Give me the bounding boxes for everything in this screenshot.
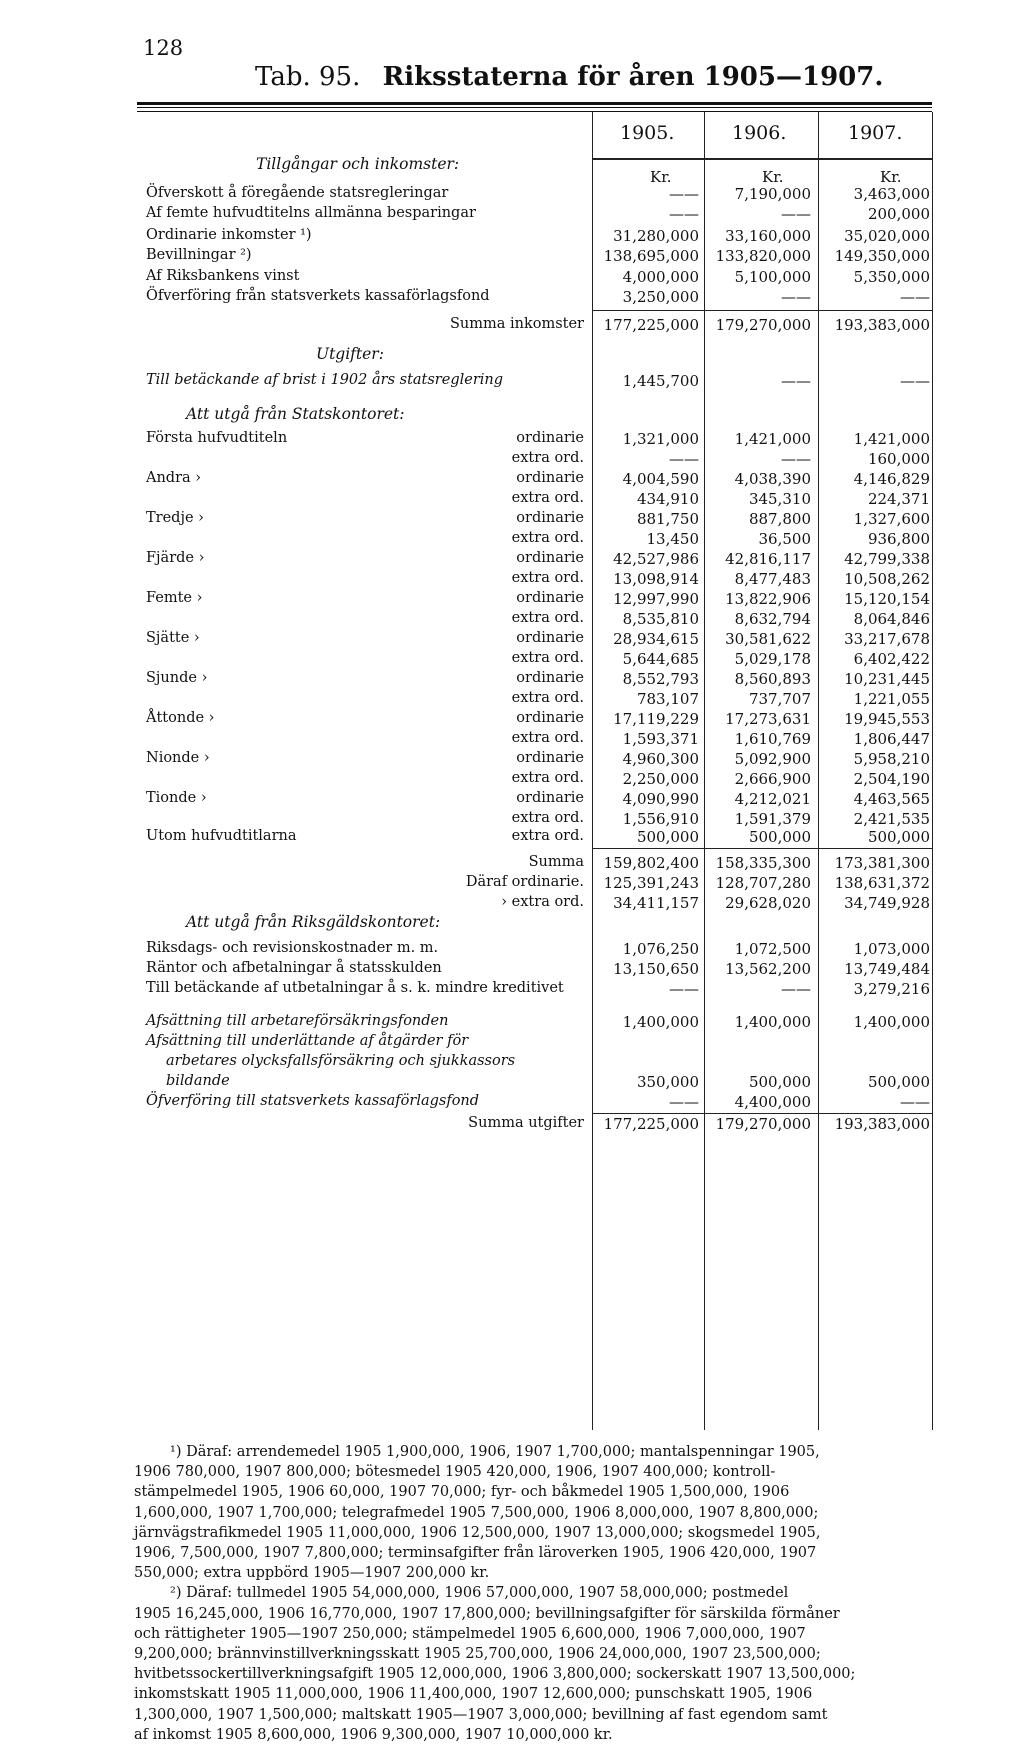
title-row-extra-type: extra ord. [511, 650, 584, 666]
income-total-value: 193,383,000 [834, 316, 930, 334]
income-row-value: 3,463,000 [853, 185, 930, 203]
title-row-extra-value: 783,107 [636, 690, 699, 708]
riksgald-row-value: 13,150,650 [613, 960, 699, 978]
riksgald-row-value: 1,072,500 [734, 940, 811, 958]
title-row-extra [0, 730, 1024, 750]
title-row-ordinary-type: ordinarie [516, 590, 584, 606]
title-row-ordinary-value: 8,560,893 [734, 670, 811, 688]
title-row-extra-type: extra ord. [511, 690, 584, 706]
afsattning2-line3 [0, 1073, 1024, 1093]
expenses-total [0, 1115, 1024, 1135]
footnote-2: ²) Däraf: tullmedel 1905 54,000,000, 1906 57,000,000, 1907 58,000,000; postmedel 1905 16,245,000, 1906 16,770,000, 1907 17,800,000; bevillningsafgifter för särskilda förmåner och rättigheter 1905—1907 250,000; stämpelmedel 1905 6,600,000, 1906 7,000,000, 1907 9,200,000; brännvinstillverkningsskatt 1905 25,700,000, 1906 24,000,000, 1907 23,500,000; hvitbetssockertillverkningsafgift 1905 12,000,000, 1906 3,800,000; sockerskatt 1907 13,500,000; inkomstskatt 1905 11,000,000, 1906 11,400,000, 1907 12,600,000; punschskatt 1905, 1906 1,300,000, 1907 1,500,000; maltskatt 1905—1907 3,000,000; bevillning af fast egendom samt af inkomst 1905 8,600,000, 1906 9,300,000, 1907 10,000,000 kr. [134, 1585, 856, 1743]
title-row-ordinary-value: 881,750 [636, 510, 699, 528]
income-total-value: 177,225,000 [603, 316, 699, 334]
afsattning2-line1-label: Afsättning till underlättande af åtgärder för [146, 1033, 469, 1049]
deficit-row-value: 1,445,700 [622, 372, 699, 390]
income-row [0, 227, 1024, 247]
title-row-ordinary-value: 4,004,590 [622, 470, 699, 488]
title-row-extra-value: 434,910 [636, 490, 699, 508]
afsattning2-line2-label: arbetares olycksfallsförsäkring och sjukkassors [166, 1053, 516, 1069]
daraf-extra-row [0, 894, 1024, 914]
utom-row-value: 500,000 [636, 828, 699, 846]
income-row-value: 200,000 [867, 205, 930, 223]
title-row-ordinary-label: Tredje › [146, 510, 204, 526]
title-row-extra-value: 2,250,000 [622, 770, 699, 788]
income-heading: Tillgångar och inkomster: [256, 155, 460, 173]
title-row-ordinary-value: 887,800 [748, 510, 811, 528]
total-rule [592, 1113, 932, 1114]
income-row-value: 4,000,000 [622, 268, 699, 286]
title-row-extra-type: extra ord. [511, 730, 584, 746]
title-prefix: Tab. 95. [255, 62, 361, 92]
title-row-ordinary-value: 1,327,600 [853, 510, 930, 528]
riksgald-row-value: 13,562,200 [725, 960, 811, 978]
title-row-ordinary [0, 510, 1024, 530]
income-row [0, 205, 1024, 225]
title-row-ordinary-value: 8,552,793 [622, 670, 699, 688]
title-row-ordinary [0, 590, 1024, 610]
income-row-value: 33,160,000 [725, 227, 811, 245]
title-row-ordinary-label: Femte › [146, 590, 203, 606]
year-header: 1907. [848, 122, 903, 144]
riksgald-row [0, 940, 1024, 960]
income-row-value: 7,190,000 [734, 185, 811, 203]
riksgald-row-label: Riksdags- och revisionskostnader m. m. [146, 940, 439, 956]
summa-row-type: Summa [528, 854, 584, 870]
statskontoret-heading: Att utgå från Statskontoret: [186, 405, 405, 423]
top-rule-thin [137, 107, 932, 108]
title-row-ordinary-label: Nionde › [146, 750, 210, 766]
title-row-extra [0, 770, 1024, 790]
riksgald-row [0, 980, 1024, 1000]
overforing-row-label: Öfverföring till statsverkets kassaförlagsfond [146, 1093, 480, 1109]
riksgald-row-label: Till betäckande af utbetalningar å s. k. mindre kreditivet [146, 980, 564, 996]
income-row-value: 149,350,000 [834, 247, 930, 265]
title-row-extra [0, 570, 1024, 590]
afsattning-row-label: Afsättning till arbetareförsäkringsfonden [146, 1013, 449, 1029]
summa-row [0, 854, 1024, 874]
title-row-extra-value: 2,504,190 [853, 770, 930, 788]
overforing-row [0, 1093, 1024, 1113]
title-row-extra-value: 1,556,910 [622, 810, 699, 828]
title-row-ordinary-value: 1,321,000 [622, 430, 699, 448]
top-rule [137, 102, 932, 105]
income-row [0, 185, 1024, 205]
riksgald-row-label: Räntor och afbetalningar å statsskulden [146, 960, 442, 976]
page-title [255, 62, 883, 92]
title-row-extra-value: 224,371 [867, 490, 930, 508]
title-row-ordinary-type: ordinarie [516, 670, 584, 686]
year-header: 1906. [732, 122, 787, 144]
afsattning2-line3-value: 350,000 [636, 1073, 699, 1091]
title-row-extra-type: extra ord. [511, 450, 584, 466]
title-row-ordinary-value: 15,120,154 [844, 590, 930, 608]
income-total-type: Summa inkomster [449, 316, 584, 332]
title-row-ordinary-value: 4,146,829 [853, 470, 930, 488]
income-row-value: —— [669, 185, 699, 203]
title-row-ordinary [0, 470, 1024, 490]
expenses-total-value: 177,225,000 [603, 1115, 699, 1133]
title-row-ordinary-value: 17,273,631 [725, 710, 811, 728]
title-row-extra-value: 1,593,371 [622, 730, 699, 748]
afsattning2-line3-label: bildande [166, 1073, 230, 1089]
income-row-label: Af Riksbankens vinst [146, 268, 300, 284]
afsattning2-line1 [0, 1033, 1024, 1053]
income-row [0, 247, 1024, 267]
title-row-ordinary [0, 710, 1024, 730]
title-row-ordinary [0, 630, 1024, 650]
income-row-label: Ordinarie inkomster ¹) [146, 227, 312, 243]
daraf-extra-row-value: 34,411,157 [613, 894, 699, 912]
daraf-extra-row-value: 34,749,928 [844, 894, 930, 912]
title-row-ordinary-label: Andra › [146, 470, 202, 486]
title-row-ordinary-value: 42,799,338 [844, 550, 930, 568]
income-row-value: —— [669, 205, 699, 223]
title-row-ordinary-type: ordinarie [516, 710, 584, 726]
top-rule-thin-2 [137, 111, 932, 112]
utom-row-type: extra ord. [511, 828, 584, 844]
afsattning2-line2 [0, 1053, 1024, 1073]
title-row-ordinary-value: 17,119,229 [613, 710, 699, 728]
title-row-extra-type: extra ord. [511, 610, 584, 626]
title-main: Riksstaterna för åren 1905—1907. [382, 62, 884, 92]
title-row-extra-value: 5,644,685 [622, 650, 699, 668]
overforing-row-value: 4,400,000 [734, 1093, 811, 1111]
title-row-ordinary-value: 12,997,990 [613, 590, 699, 608]
title-row-extra [0, 450, 1024, 470]
title-row-extra-value: 1,221,055 [853, 690, 930, 708]
expenses-heading: Utgifter: [316, 345, 384, 363]
title-row-extra-value: 345,310 [748, 490, 811, 508]
income-row-label: Bevillningar ²) [146, 247, 252, 263]
title-row-ordinary [0, 670, 1024, 690]
utom-row-value: 500,000 [867, 828, 930, 846]
riksgald-row-value: 1,073,000 [853, 940, 930, 958]
utom-row [0, 828, 1024, 848]
title-row-extra-value: 2,666,900 [734, 770, 811, 788]
income-row-value: 31,280,000 [613, 227, 699, 245]
deficit-row [0, 372, 1024, 392]
income-row-value: 138,695,000 [603, 247, 699, 265]
summa-row-value: 173,381,300 [834, 854, 930, 872]
title-row-extra-value: 10,508,262 [844, 570, 930, 588]
income-row-value: 133,820,000 [715, 247, 811, 265]
income-row-value: 35,020,000 [844, 227, 930, 245]
title-row-ordinary-type: ordinarie [516, 550, 584, 566]
riksgald-heading: Att utgå från Riksgäldskontoret: [186, 913, 441, 931]
daraf-ordinary-row-value: 138,631,372 [834, 874, 930, 892]
income-row [0, 288, 1024, 308]
daraf-ordinary-row-value: 125,391,243 [603, 874, 699, 892]
title-row-ordinary-value: 19,945,553 [844, 710, 930, 728]
income-total-value: 179,270,000 [715, 316, 811, 334]
expenses-total-value: 193,383,000 [834, 1115, 930, 1133]
title-row-ordinary [0, 750, 1024, 770]
title-row-ordinary [0, 790, 1024, 810]
title-row-extra-value: 737,707 [748, 690, 811, 708]
title-row-extra-type: extra ord. [511, 530, 584, 546]
title-row-extra [0, 650, 1024, 670]
income-row-label: Öfverföring från statsverkets kassaförlagsfond [146, 288, 490, 304]
title-row-extra-value: 13,450 [646, 530, 699, 548]
title-row-extra-type: extra ord. [511, 810, 584, 826]
expenses-total-value: 179,270,000 [715, 1115, 811, 1133]
deficit-row-value: —— [781, 372, 811, 390]
deficit-row-label: Till betäckande af brist i 1902 års statsreglering [146, 372, 504, 388]
title-row-ordinary-value: 42,816,117 [725, 550, 811, 568]
title-row-ordinary-label: Tionde › [146, 790, 207, 806]
income-row-label: Af femte hufvudtitelns allmänna besparingar [146, 205, 476, 221]
title-row-extra [0, 530, 1024, 550]
title-row-extra-value: 1,591,379 [734, 810, 811, 828]
income-row-label: Öfverskott å föregående statsregleringar [146, 185, 449, 201]
riksgald-row-value: 1,076,250 [622, 940, 699, 958]
title-row-ordinary [0, 430, 1024, 450]
title-row-ordinary-value: 4,960,300 [622, 750, 699, 768]
title-row-ordinary-value: 30,581,622 [725, 630, 811, 648]
deficit-row-value: —— [900, 372, 930, 390]
title-row-ordinary-value: 1,421,000 [853, 430, 930, 448]
title-row-ordinary-value: 10,231,445 [844, 670, 930, 688]
title-row-extra [0, 490, 1024, 510]
title-row-ordinary-value: 4,090,990 [622, 790, 699, 808]
title-row-extra-value: —— [669, 450, 699, 468]
riksgald-row-value: 13,749,484 [844, 960, 930, 978]
daraf-extra-row-type: › extra ord. [501, 894, 584, 910]
year-header: 1905. [620, 122, 675, 144]
title-row-extra-value: 8,632,794 [734, 610, 811, 628]
title-row-extra-value: 2,421,535 [853, 810, 930, 828]
title-row-extra-type: extra ord. [511, 490, 584, 506]
afsattning2-line3-value: 500,000 [867, 1073, 930, 1091]
title-row-extra-value: 8,064,846 [853, 610, 930, 628]
title-row-ordinary-value: 4,463,565 [853, 790, 930, 808]
title-row-ordinary-value: 1,421,000 [734, 430, 811, 448]
title-row-ordinary-type: ordinarie [516, 790, 584, 806]
income-total [0, 316, 1024, 336]
afsattning-row-value: 1,400,000 [734, 1013, 811, 1031]
unit-label: Kr. [880, 168, 902, 186]
afsattning2-line3-value: 500,000 [748, 1073, 811, 1091]
title-row-extra-value: 8,477,483 [734, 570, 811, 588]
income-row-value: —— [781, 288, 811, 306]
title-row-extra [0, 690, 1024, 710]
title-row-ordinary-label: Sjunde › [146, 670, 208, 686]
title-row-ordinary [0, 550, 1024, 570]
unit-label: Kr. [762, 168, 784, 186]
title-row-ordinary-type: ordinarie [516, 750, 584, 766]
title-row-ordinary-label: Sjätte › [146, 630, 200, 646]
title-row-extra-value: 1,610,769 [734, 730, 811, 748]
afsattning-row [0, 1013, 1024, 1033]
title-row-ordinary-label: Fjärde › [146, 550, 205, 566]
title-row-ordinary-value: 5,092,900 [734, 750, 811, 768]
title-row-extra-value: 160,000 [867, 450, 930, 468]
income-row-value: —— [900, 288, 930, 306]
unit-label: Kr. [650, 168, 672, 186]
title-row-ordinary-value: 33,217,678 [844, 630, 930, 648]
daraf-ordinary-row-value: 128,707,280 [715, 874, 811, 892]
overforing-row-value: —— [669, 1093, 699, 1111]
title-row-ordinary-type: ordinarie [516, 430, 584, 446]
summa-row-value: 159,802,400 [603, 854, 699, 872]
overforing-row-value: —— [900, 1093, 930, 1111]
total-rule [592, 310, 932, 311]
title-row-ordinary-value: 13,822,906 [725, 590, 811, 608]
income-row-value: 5,100,000 [734, 268, 811, 286]
title-row-extra-value: 1,806,447 [853, 730, 930, 748]
riksgald-row-value: 3,279,216 [853, 980, 930, 998]
title-row-extra-value: 936,800 [867, 530, 930, 548]
income-row-value: 5,350,000 [853, 268, 930, 286]
page-number: 128 [143, 36, 184, 60]
expenses-total-type: Summa utgifter [468, 1115, 584, 1131]
income-row-value: 3,250,000 [622, 288, 699, 306]
daraf-ordinary-row-type: Däraf ordinarie. [465, 874, 584, 890]
header-rule [592, 158, 932, 160]
riksgald-row [0, 960, 1024, 980]
footnotes [134, 1442, 934, 1745]
title-row-extra-value: 6,402,422 [853, 650, 930, 668]
title-row-ordinary-type: ordinarie [516, 630, 584, 646]
daraf-ordinary-row [0, 874, 1024, 894]
title-row-ordinary-value: 5,958,210 [853, 750, 930, 768]
income-row-value: —— [781, 205, 811, 223]
footnote-1: ¹) Däraf: arrendemedel 1905 1,900,000, 1906, 1907 1,700,000; mantalspenningar 1905, 1906 780,000, 1907 800,000; bötesmedel 1905 420,000, 1906, 1907 400,000; kontroll- stämpelmedel 1905, 1906 60,000, 1907 70,000; fyr- och båkmedel 1905 1,500,000, 1906 1,600,000, 1907 1,700,000; telegrafmedel 1905 7,500,000, 1906 8,000,000, 1907 8,800,000; järnvägstrafikmedel 1905 11,000,000, 1906 12,500,000, 1907 13,000,000; skogsmedel 1905, 1906, 7,500,000, 1907 7,800,000; terminsafgifter från läroverken 1905, 1906 420,000, 1907 550,000; extra uppbörd 1905—1907 200,000 kr. [134, 1444, 821, 1582]
riksgald-row-value: —— [669, 980, 699, 998]
title-row-ordinary-label: Åttonde › [146, 710, 215, 726]
utom-row-value: 500,000 [748, 828, 811, 846]
title-row-extra-type: extra ord. [511, 770, 584, 786]
afsattning-row-value: 1,400,000 [622, 1013, 699, 1031]
title-row-ordinary-label: Första hufvudtiteln [146, 430, 288, 446]
utom-row-label: Utom hufvudtitlarna [146, 828, 297, 844]
title-row-ordinary-value: 4,038,390 [734, 470, 811, 488]
title-row-ordinary-value: 4,212,021 [734, 790, 811, 808]
title-row-extra-value: 13,098,914 [613, 570, 699, 588]
income-row [0, 268, 1024, 288]
title-row-ordinary-value: 42,527,986 [613, 550, 699, 568]
riksgald-row-value: —— [781, 980, 811, 998]
afsattning-row-value: 1,400,000 [853, 1013, 930, 1031]
title-row-extra-type: extra ord. [511, 570, 584, 586]
title-row-extra-value: 5,029,178 [734, 650, 811, 668]
title-row-extra-value: 8,535,810 [622, 610, 699, 628]
summa-row-value: 158,335,300 [715, 854, 811, 872]
title-row-extra-value: —— [781, 450, 811, 468]
title-row-extra-value: 36,500 [758, 530, 811, 548]
summa-rule [592, 848, 932, 849]
title-row-extra [0, 810, 1024, 830]
title-row-ordinary-type: ordinarie [516, 510, 584, 526]
title-row-ordinary-value: 28,934,615 [613, 630, 699, 648]
daraf-extra-row-value: 29,628,020 [725, 894, 811, 912]
title-row-extra [0, 610, 1024, 630]
title-row-ordinary-type: ordinarie [516, 470, 584, 486]
